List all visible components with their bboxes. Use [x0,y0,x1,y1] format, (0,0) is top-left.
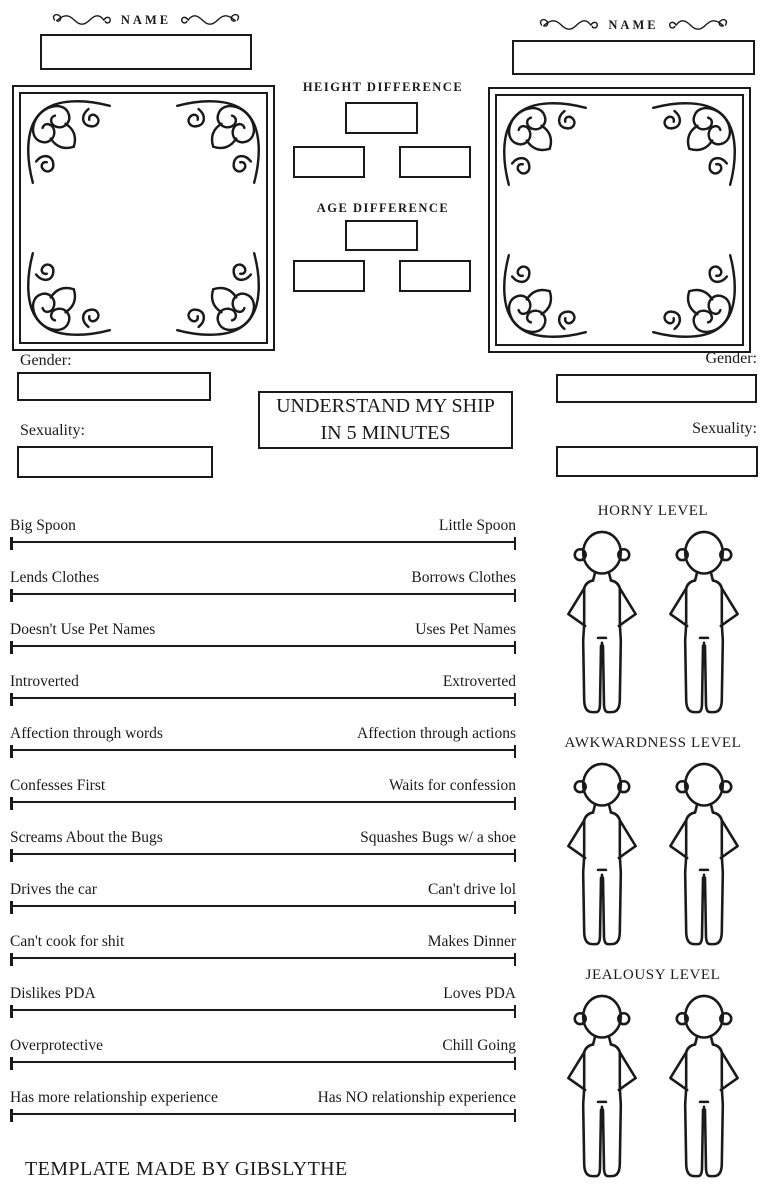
tick-mark [514,537,517,550]
slider-right-label: Extroverted [442,673,516,690]
tick-mark [10,953,13,966]
slider-right-label: Loves PDA [443,985,516,1002]
slider-row-confession [10,774,516,810]
slider-track[interactable] [10,589,516,602]
slider-right-label: Squashes Bugs w/ a shoe [360,829,516,846]
level-awkwardness [545,735,761,955]
slider-track[interactable] [10,797,516,810]
slider-right-label: Borrows Clothes [411,569,516,586]
corner-flourish-icon [499,252,589,342]
right-name-field[interactable] [512,40,755,75]
level-figures [545,757,761,955]
slider-left-label: Doesn't Use Pet Names [10,621,156,638]
tick-mark [514,641,517,654]
template-title-line2: IN 5 MINUTES [320,422,451,444]
right-sexuality-label: Sexuality: [692,420,757,437]
right-portrait-box[interactable] [488,87,751,353]
slider-left-label: Overprotective [10,1037,103,1054]
slider-track[interactable] [10,1109,516,1122]
tick-mark [10,693,13,706]
slider-row-protective [10,1034,516,1070]
tick-mark [514,693,517,706]
slider-left-label: Can't cook for shit [10,933,125,950]
tick-mark [514,745,517,758]
slider-list [10,514,516,1138]
template-title [258,391,513,449]
levels-column [545,503,761,1199]
tick-mark [10,589,13,602]
flourish-squiggle-icon [179,12,241,28]
tick-mark [10,1005,13,1018]
right-gender-field[interactable] [556,374,757,403]
slider-row-cooking [10,930,516,966]
left-name-field[interactable] [40,34,252,70]
slider-row-bugs [10,826,516,862]
left-portrait-inner-frame [19,92,268,344]
level-horny [545,503,761,723]
left-gender-field[interactable] [17,372,211,401]
left-sexuality-label: Sexuality: [20,422,85,439]
level-title: AWKWARDNESS LEVEL [564,735,742,751]
corner-flourish-icon [499,98,589,188]
age-left-box[interactable] [293,260,365,292]
level-figures [545,989,761,1187]
slider-row-driving [10,878,516,914]
corner-flourish-icon [23,96,113,186]
corner-flourish-icon [650,98,740,188]
slider-left-label: Screams About the Bugs [10,829,163,846]
body-outline-figure-left[interactable] [554,525,650,723]
slider-left-label: Introverted [10,673,79,690]
slider-row-introvert [10,670,516,706]
level-title: JEALOUSY LEVEL [585,967,721,983]
corner-flourish-icon [650,252,740,342]
level-figures [545,525,761,723]
slider-right-label: Little Spoon [438,517,516,534]
slider-left-label: Lends Clothes [10,569,100,586]
slider-right-label: Waits for confession [388,777,516,794]
flourish-squiggle-icon [538,17,600,33]
tick-mark [514,1109,517,1122]
slider-left-label: Has more relationship experience [10,1089,218,1106]
age-right-box[interactable] [399,260,471,292]
template-title-line1: UNDERSTAND MY SHIP [276,395,495,417]
tick-mark [514,797,517,810]
flourish-squiggle-icon [51,12,113,28]
height-right-box[interactable] [399,146,471,178]
flourish-squiggle-icon [667,17,729,33]
corner-flourish-icon [174,250,264,340]
slider-row-spoon [10,514,516,550]
slider-track[interactable] [10,745,516,758]
right-sexuality-field[interactable] [556,446,758,477]
right-name-label: NAME [608,17,659,32]
slider-right-label: Affection through actions [357,725,516,742]
slider-right-label: Uses Pet Names [415,621,516,638]
slider-track[interactable] [10,1005,516,1018]
slider-left-label: Dislikes PDA [10,985,96,1002]
tick-mark [10,1057,13,1070]
slider-track[interactable] [10,953,516,966]
slider-track[interactable] [10,537,516,550]
body-outline-figure-right[interactable] [656,525,752,723]
left-name-label: NAME [120,12,172,27]
corner-flourish-icon [174,96,264,186]
tick-mark [10,901,13,914]
slider-right-label: Has NO relationship experience [317,1089,516,1106]
tick-mark [514,901,517,914]
slider-right-label: Can't drive lol [427,881,516,898]
tick-mark [514,1057,517,1070]
left-name-banner [40,8,252,32]
body-outline-figure-left[interactable] [554,757,650,955]
tick-mark [10,797,13,810]
slider-track[interactable] [10,901,516,914]
height-difference-value-box[interactable] [345,102,418,134]
tick-mark [514,953,517,966]
slider-left-label: Drives the car [10,881,97,898]
level-title: HORNY LEVEL [597,503,709,519]
tick-mark [10,1109,13,1122]
slider-row-experience [10,1086,516,1122]
height-difference-label: HEIGHT DIFFERENCE [302,80,464,94]
age-difference-value-box[interactable] [345,220,418,251]
height-left-box[interactable] [293,146,365,178]
slider-right-label: Chill Going [442,1037,516,1054]
tick-mark [514,849,517,862]
right-name-banner [512,13,755,37]
slider-left-label: Big Spoon [10,517,76,534]
slider-right-label: Makes Dinner [427,933,516,950]
slider-left-label: Confesses First [10,777,106,794]
slider-row-pda [10,982,516,1018]
slider-track[interactable] [10,849,516,862]
tick-mark [10,641,13,654]
body-outline-figure-right[interactable] [656,757,752,955]
tick-mark [10,745,13,758]
slider-track[interactable] [10,1057,516,1070]
slider-row-affection [10,722,516,758]
body-outline-figure-right[interactable] [656,989,752,1187]
body-outline-figure-left[interactable] [554,989,650,1187]
slider-row-clothes [10,566,516,602]
slider-left-label: Affection through words [10,725,163,742]
tick-mark [10,537,13,550]
corner-flourish-icon [23,250,113,340]
slider-row-pet-names [10,618,516,654]
left-portrait-box[interactable] [12,85,275,351]
slider-track[interactable] [10,641,516,654]
left-sexuality-field[interactable] [17,446,213,478]
tick-mark [10,849,13,862]
age-difference-label: AGE DIFFERENCE [316,201,450,215]
right-portrait-inner-frame [495,94,744,346]
tick-mark [514,589,517,602]
left-gender-label: Gender: [20,352,72,369]
slider-track[interactable] [10,693,516,706]
template-credit: TEMPLATE MADE BY GIBSLYTHE [25,1158,348,1180]
tick-mark [514,1005,517,1018]
level-jealousy [545,967,761,1187]
right-gender-label: Gender: [705,350,757,367]
